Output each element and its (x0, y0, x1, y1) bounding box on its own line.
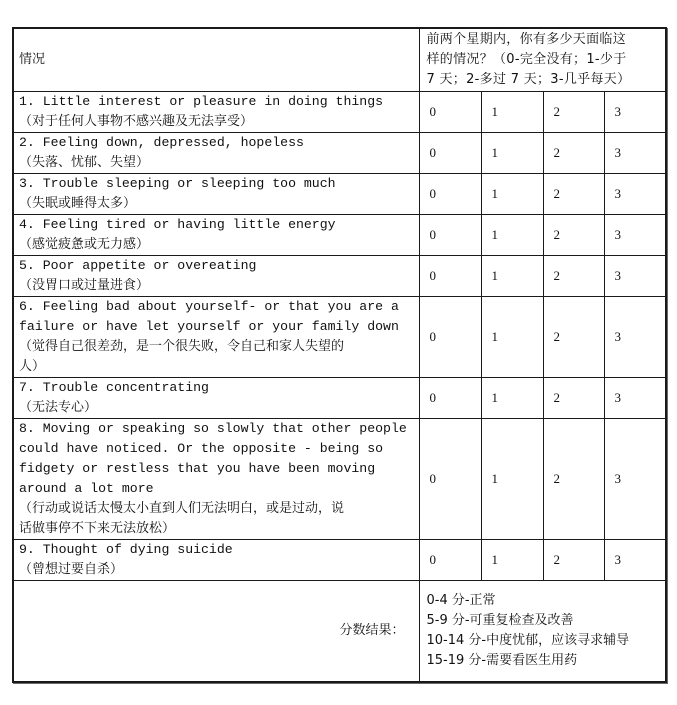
score-result-ranges (419, 581, 665, 682)
score-cell-0[interactable]: 0 (419, 540, 481, 581)
item-description (14, 378, 419, 419)
item-english: 7. Trouble concentrating (19, 380, 209, 395)
table-row-item-6 (14, 297, 665, 378)
table-row-item-2 (14, 133, 665, 174)
item-description (14, 297, 419, 378)
item-chinese: 人） (19, 359, 46, 374)
item-chinese: （失眠或睡得太多） (19, 196, 137, 211)
score-cell-3[interactable]: 3 (604, 297, 665, 378)
item-english: 2. Feeling down, depressed, hopeless (19, 135, 304, 150)
score-range-moderate: 10-14 分-中度忧郁，应该寻求辅导 (426, 633, 630, 648)
score-cell-3[interactable]: 3 (604, 378, 665, 419)
result-row (14, 581, 665, 682)
item-description (14, 419, 419, 540)
frequency-header-line: 样的情况？（0-完全没有；1-少于 (426, 52, 627, 67)
score-cell-1[interactable]: 1 (481, 419, 543, 540)
score-cell-2[interactable]: 2 (543, 174, 604, 215)
score-cell-1[interactable]: 1 (481, 133, 543, 174)
item-english: failure or have let yourself or your family down (19, 319, 399, 334)
score-result-label: 分数结果： (14, 581, 419, 682)
item-chinese: （对于任何人事物不感兴趣及无法享受） (19, 114, 254, 129)
table-row-item-8 (14, 419, 665, 540)
questionnaire-grid (14, 29, 665, 681)
table-row-item-1 (14, 92, 665, 133)
frequency-header (419, 29, 665, 92)
score-cell-2[interactable]: 2 (543, 256, 604, 297)
item-english: 5. Poor appetite or overeating (19, 258, 257, 273)
score-cell-0[interactable]: 0 (419, 92, 481, 133)
score-cell-1[interactable]: 1 (481, 256, 543, 297)
score-cell-0[interactable]: 0 (419, 256, 481, 297)
score-cell-0[interactable]: 0 (419, 133, 481, 174)
score-cell-3[interactable]: 3 (604, 215, 665, 256)
item-chinese: （行动或说话太慢太小直到人们无法明白，或是过动，说 (19, 501, 345, 516)
header-row (14, 29, 665, 92)
score-cell-2[interactable]: 2 (543, 215, 604, 256)
item-english: 1. Little interest or pleasure in doing things (19, 94, 384, 109)
item-chinese: （曾想过要自杀） (19, 562, 124, 577)
score-cell-2[interactable]: 2 (543, 133, 604, 174)
item-english: 9. Thought of dying suicide (19, 542, 233, 557)
item-english: 4. Feeling tired or having little energy (19, 217, 336, 232)
table-row-item-4 (14, 215, 665, 256)
item-description (14, 133, 419, 174)
item-chinese: （感觉疲惫或无力感） (19, 237, 150, 252)
score-cell-3[interactable]: 3 (604, 540, 665, 581)
item-description (14, 256, 419, 297)
score-cell-3[interactable]: 3 (604, 174, 665, 215)
score-cell-1[interactable]: 1 (481, 92, 543, 133)
score-range-medication: 15-19 分-需要看医生用药 (426, 653, 578, 668)
item-chinese: 话做事停不下来无法放松） (19, 521, 176, 536)
item-description (14, 540, 419, 581)
item-description (14, 174, 419, 215)
score-cell-2[interactable]: 2 (543, 378, 604, 419)
item-english: 6. Feeling bad about yourself- or that you are a (19, 299, 399, 314)
item-english: could have noticed. Or the opposite - being so (19, 441, 384, 456)
item-chinese: （失落、忧郁、失望） (19, 155, 150, 170)
situation-header: 情况 (14, 29, 419, 92)
table-row-item-7 (14, 378, 665, 419)
score-cell-0[interactable]: 0 (419, 297, 481, 378)
score-cell-1[interactable]: 1 (481, 174, 543, 215)
score-cell-1[interactable]: 1 (481, 378, 543, 419)
table-row-item-3 (14, 174, 665, 215)
item-english: around a lot more (19, 481, 154, 496)
item-english: 3. Trouble sleeping or sleeping too much (19, 176, 336, 191)
item-description (14, 92, 419, 133)
item-english: fidgety or restless that you have been moving (19, 461, 376, 476)
score-cell-2[interactable]: 2 (543, 540, 604, 581)
table-row-item-9 (14, 540, 665, 581)
phq9-questionnaire-table (12, 27, 667, 683)
item-description (14, 215, 419, 256)
score-cell-2[interactable]: 2 (543, 297, 604, 378)
frequency-header-line: 7 天；2-多过 7 天；3-几乎每天） (426, 72, 631, 87)
score-cell-0[interactable]: 0 (419, 419, 481, 540)
score-range-recheck: 5-9 分-可重复检查及改善 (426, 613, 574, 628)
item-chinese: （没胃口或过量进食） (19, 278, 150, 293)
score-cell-3[interactable]: 3 (604, 92, 665, 133)
table-row-item-5 (14, 256, 665, 297)
score-cell-1[interactable]: 1 (481, 215, 543, 256)
score-cell-2[interactable]: 2 (543, 419, 604, 540)
item-chinese: （无法专心） (19, 400, 98, 415)
item-chinese: （觉得自己很差劲，是一个很失败，令自己和家人失望的 (19, 339, 345, 354)
score-cell-2[interactable]: 2 (543, 92, 604, 133)
score-cell-3[interactable]: 3 (604, 256, 665, 297)
frequency-header-line: 前两个星期内，你有多少天面临这 (426, 32, 627, 47)
score-range-normal: 0-4 分-正常 (426, 593, 496, 608)
score-cell-3[interactable]: 3 (604, 419, 665, 540)
score-cell-1[interactable]: 1 (481, 297, 543, 378)
score-cell-0[interactable]: 0 (419, 215, 481, 256)
score-cell-0[interactable]: 0 (419, 378, 481, 419)
item-english: 8. Moving or speaking so slowly that other people (19, 421, 407, 436)
score-cell-3[interactable]: 3 (604, 133, 665, 174)
score-cell-0[interactable]: 0 (419, 174, 481, 215)
score-cell-1[interactable]: 1 (481, 540, 543, 581)
